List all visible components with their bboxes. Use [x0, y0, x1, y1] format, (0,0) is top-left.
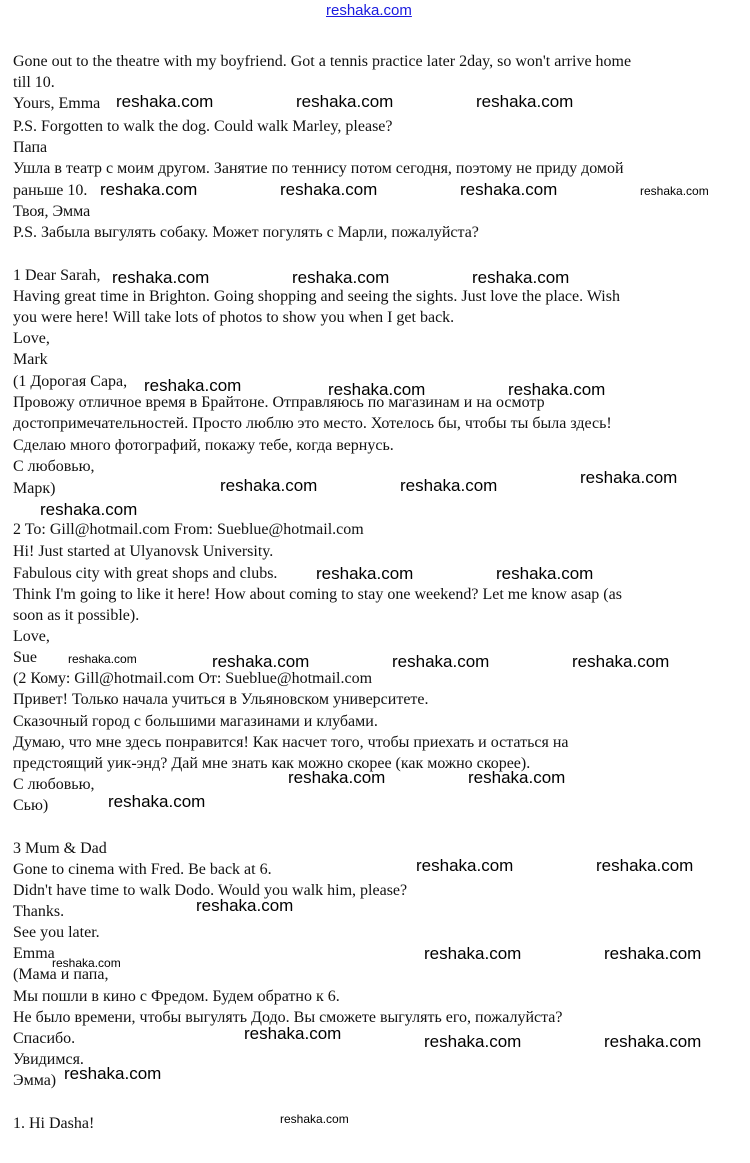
watermark: reshaka.com: [116, 92, 214, 111]
text-line: Having great time in Brighton. Going shopping and seeing the sights. Just love the place. Wish: [13, 288, 620, 305]
header-site-link[interactable]: reshaka.com: [326, 2, 412, 19]
text-line: Didn't have time to walk Dodo. Would you walk him, please?: [13, 882, 408, 899]
watermark: reshaka.com: [112, 268, 210, 287]
text-line: достопримечательностей. Просто люблю это место. Хотелось бы, чтобы ты была здесь!: [13, 415, 612, 432]
text-line: P.S. Forgotten to walk the dog. Could walk Marley, please?: [13, 118, 393, 135]
watermark: reshaka.com: [604, 944, 702, 963]
text-line: Ушла в театр с моим другом. Занятие по теннису потом сегодня, поэтому не приду домой: [13, 160, 624, 177]
watermark: reshaka.com: [212, 652, 310, 671]
text-line: P.S. Забыла выгулять собаку. Может погулять с Марли, пожалуйста?: [13, 224, 479, 241]
text-line: Думаю, что мне здесь понравится! Как насчет того, чтобы приехать и остаться на: [13, 734, 569, 751]
watermark: reshaka.com: [100, 180, 198, 199]
text-line: Спасибо.: [13, 1030, 76, 1047]
watermark: reshaka.com: [292, 268, 390, 287]
text-line: Hi! Just started at Ulyanovsk University.: [13, 543, 274, 560]
text-line: Сделаю много фотографий, покажу тебе, когда вернусь.: [13, 437, 394, 454]
text-line: 1. Hi Dasha!: [13, 1115, 95, 1132]
text-line: Yours, Emma: [13, 95, 101, 112]
watermark: reshaka.com: [640, 184, 709, 198]
text-line: Привет! Только начала учиться в Ульяновском университете.: [13, 691, 429, 708]
watermark: reshaka.com: [424, 1032, 522, 1051]
watermark: reshaka.com: [108, 792, 206, 811]
watermark: reshaka.com: [144, 376, 242, 395]
watermark: reshaka.com: [244, 1024, 342, 1043]
watermark: reshaka.com: [40, 500, 138, 519]
text-line: С любовью,: [13, 458, 95, 475]
text-line: Эмма): [13, 1072, 57, 1089]
text-line: Увидимся.: [13, 1051, 84, 1068]
watermark: reshaka.com: [392, 652, 490, 671]
watermark: reshaka.com: [280, 1112, 349, 1126]
text-line: 3 Mum & Dad: [13, 840, 107, 857]
text-line: Gone to cinema with Fred. Be back at 6.: [13, 861, 272, 878]
watermark: reshaka.com: [604, 1032, 702, 1051]
text-line: Sue: [13, 649, 37, 666]
text-line: you were here! Will take lots of photos to show you when I get back.: [13, 309, 455, 326]
text-line: Thanks.: [13, 903, 65, 920]
text-line: Сказочный город с большими магазинами и клубами.: [13, 713, 378, 730]
text-line: (Мама и папа,: [13, 966, 109, 983]
watermark: reshaka.com: [296, 92, 394, 111]
watermark: reshaka.com: [472, 268, 570, 287]
watermark: reshaka.com: [468, 768, 566, 787]
watermark: reshaka.com: [316, 564, 414, 583]
watermark: reshaka.com: [280, 180, 378, 199]
watermark: reshaka.com: [64, 1064, 162, 1083]
text-line: soon as it possible).: [13, 607, 140, 624]
watermark: reshaka.com: [476, 92, 574, 111]
text-line: Fabulous city with great shops and clubs.: [13, 565, 278, 582]
text-line: Провожу отличное время в Брайтоне. Отправляюсь по магазинам и на осмотр: [13, 394, 545, 411]
text-line: till 10.: [13, 74, 55, 91]
text-line: Love,: [13, 628, 50, 645]
text-line: С любовью,: [13, 776, 95, 793]
watermark: reshaka.com: [400, 476, 498, 495]
watermark: reshaka.com: [328, 380, 426, 399]
watermark: reshaka.com: [580, 468, 678, 487]
text-line: Марк): [13, 480, 56, 497]
text-line: 2 To: Gill@hotmail.com From: Sueblue@hotmail.com: [13, 521, 364, 538]
text-line: (1 Дорогая Сара,: [13, 373, 128, 390]
text-line: 1 Dear Sarah,: [13, 267, 101, 284]
text-line: Твоя, Эмма: [13, 203, 91, 220]
watermark: reshaka.com: [572, 652, 670, 671]
text-line: Мы пошли в кино с Фредом. Будем обратно к 6.: [13, 988, 340, 1005]
text-line: See you later.: [13, 924, 100, 941]
text-line: Think I'm going to like it here! How about coming to stay one weekend? Let me know asap (as: [13, 586, 622, 603]
watermark: reshaka.com: [220, 476, 318, 495]
watermark: reshaka.com: [68, 652, 137, 666]
watermark: reshaka.com: [196, 896, 294, 915]
text-line: (2 Кому: Gill@hotmail.com От: Sueblue@hotmail.com: [13, 670, 373, 687]
text-line: Mark: [13, 351, 48, 368]
watermark: reshaka.com: [52, 956, 121, 970]
watermark: reshaka.com: [424, 944, 522, 963]
text-line: Папа: [13, 139, 48, 156]
text-line: Не было времени, чтобы выгулять Додо. Вы сможете выгулять его, пожалуйста?: [13, 1009, 563, 1026]
watermark: reshaka.com: [460, 180, 558, 199]
text-line: предстоящий уик-энд? Дай мне знать как можно скорее (как можно скорее).: [13, 755, 531, 772]
watermark: reshaka.com: [596, 856, 694, 875]
watermark: reshaka.com: [496, 564, 594, 583]
watermark: reshaka.com: [288, 768, 386, 787]
watermark: reshaka.com: [416, 856, 514, 875]
text-line: Love,: [13, 330, 50, 347]
text-line: Emma: [13, 945, 55, 962]
watermark: reshaka.com: [508, 380, 606, 399]
text-line: Сью): [13, 797, 49, 814]
text-line: раньше 10.: [13, 182, 88, 199]
text-line: Gone out to the theatre with my boyfriend. Got a tennis practice later 2day, so won't arrive home: [13, 53, 632, 70]
